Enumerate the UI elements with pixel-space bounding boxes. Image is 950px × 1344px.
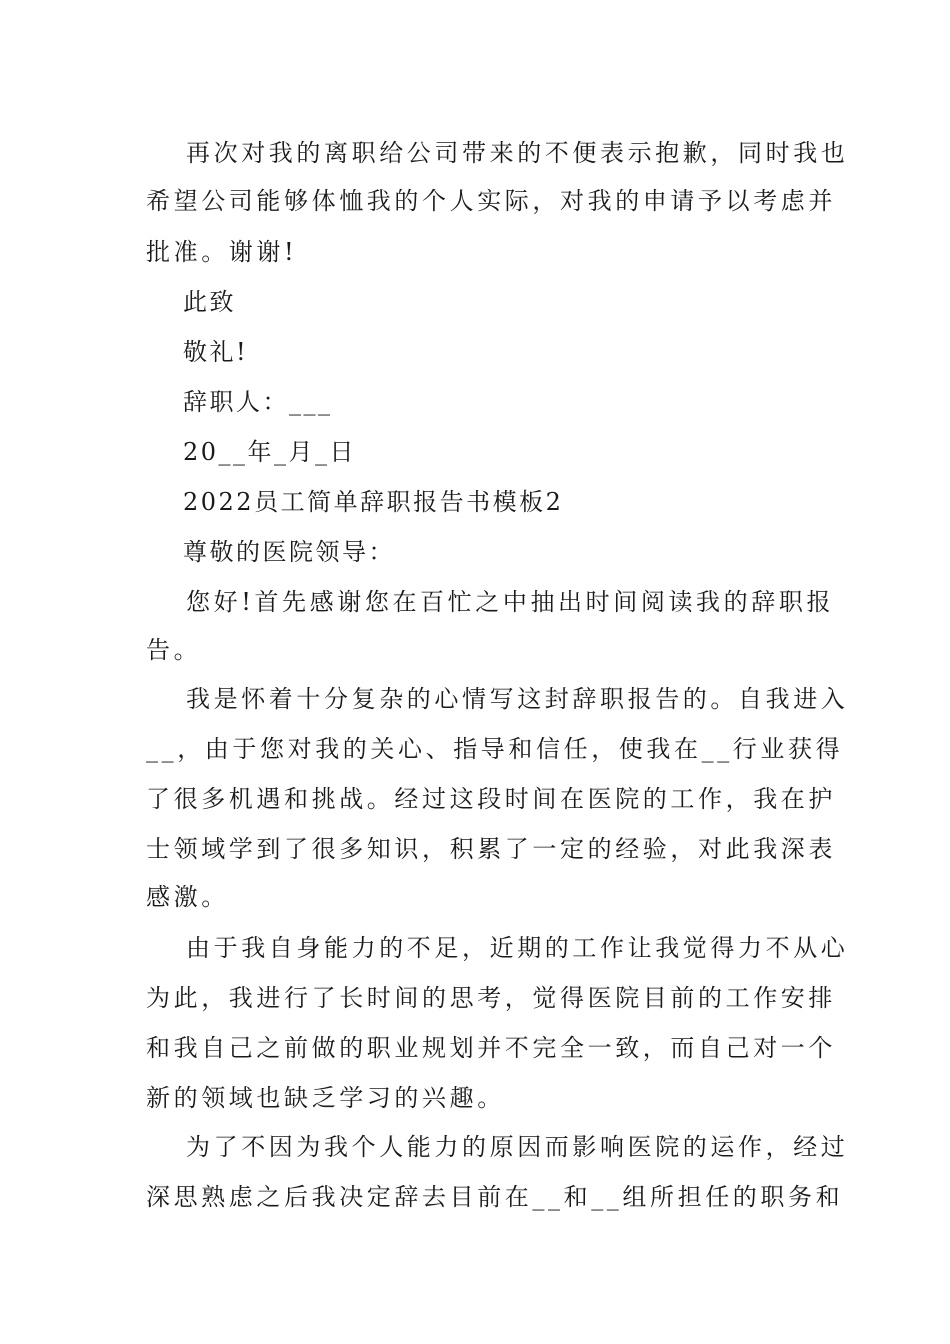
date-line: 20__年_月_日 [183, 438, 357, 466]
resigner-signature: 辞职人：___ [183, 388, 333, 416]
paragraph-1-line-2: 希望公司能够体恤我的个人实际，对我的申请予以考虑并 [146, 187, 836, 215]
paragraph-4-line-1: 为了不因为我个人能力的原因而影响医院的运作，经过 [186, 1133, 849, 1161]
paragraph-2-line-3: 了很多机遇和挑战。经过这段时间在医院的工作，我在护 [146, 785, 836, 813]
salutation: 尊敬的医院领导： [183, 538, 395, 566]
paragraph-2-line-2: __，由于您对我的关心、指导和信任，使我在__行业获得 [146, 735, 844, 763]
paragraph-greeting-line-2: 告。 [146, 636, 202, 664]
section-title: 2022员工简单辞职报告书模板2 [183, 488, 564, 516]
closing-cizhi: 此致 [183, 288, 236, 316]
paragraph-greeting-line-1: 您好!首先感谢您在百忙之中抽出时间阅读我的辞职报 [186, 588, 835, 616]
paragraph-3-line-2: 为此，我进行了长时间的思考，觉得医院目前的工作安排 [146, 984, 836, 1012]
paragraph-4-line-2: 深思熟虑之后我决定辞去目前在__和__组所担任的职务和 [146, 1183, 844, 1211]
paragraph-3-line-4: 新的领域也缺乏学习的兴趣。 [146, 1084, 505, 1112]
paragraph-3-line-3: 和我自己之前做的职业规划并不完全一致，而自己对一个 [146, 1034, 836, 1062]
closing-jingli: 敬礼! [183, 338, 249, 366]
paragraph-1-line-1: 再次对我的离职给公司带来的不便表示抱歉，同时我也 [186, 139, 849, 167]
paragraph-2-line-1: 我是怀着十分复杂的心情写这封辞职报告的。自我进入 [186, 685, 849, 713]
paragraph-2-line-5: 感激。 [146, 883, 229, 911]
paragraph-2-line-4: 士领域学到了很多知识，积累了一定的经验，对此我深表 [146, 835, 836, 863]
paragraph-3-line-1: 由于我自身能力的不足，近期的工作让我觉得力不从心 [186, 934, 849, 962]
paragraph-1-line-3: 批准。谢谢! [146, 238, 298, 266]
